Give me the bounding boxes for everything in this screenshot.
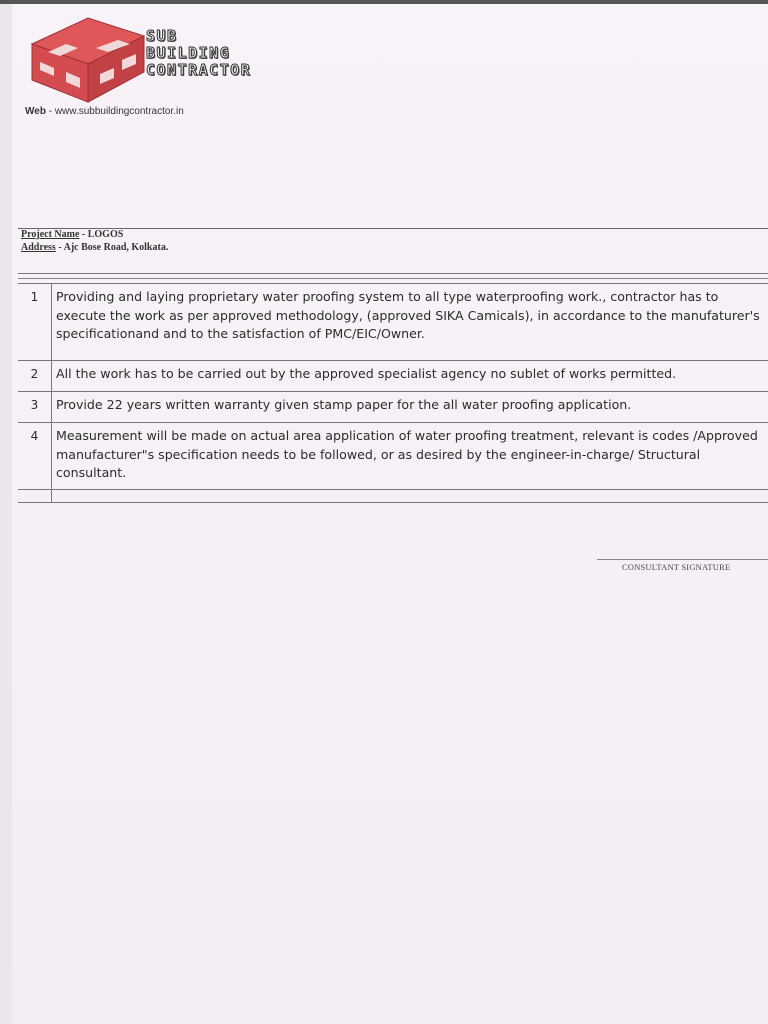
item-number: 1 [18, 284, 52, 361]
scan-edge [0, 0, 12, 1024]
item-number-empty [18, 490, 52, 503]
table-row [18, 423, 768, 490]
table-row [18, 392, 768, 423]
table-row [18, 284, 768, 361]
project-name-label: Project Name [21, 229, 80, 240]
website-line [25, 106, 184, 117]
logo-line: SUB [146, 27, 178, 45]
item-text: All the work has to be carried out by the approved specialist agency no sublet of works permitted. [52, 361, 768, 392]
divider [18, 278, 768, 279]
consultant-signature-label: CONSULTANT SIGNATURE [622, 562, 731, 572]
item-text: Providing and laying proprietary water proofing system to all type waterproofing work., contractor has to execute the work as per approved methodology, (approved SIKA Camicals), in accordance to the manufaturer's specificationand and to the satisfaction of PMC/EIC/Owner. [52, 284, 768, 361]
project-info-box [18, 228, 768, 274]
project-address-line [21, 242, 168, 253]
project-name-value: - LOGOS [79, 229, 124, 240]
item-number: 4 [18, 423, 52, 490]
item-text: Measurement will be made on actual area application of water proofing treatment, relevant is codes /Approved manufacturer"s specification needs to be followed, or as desired by the engineer-in-charge/ Structural consultant. [52, 423, 768, 490]
project-address-label: Address [21, 242, 56, 253]
table-row [18, 361, 768, 392]
item-number: 3 [18, 392, 52, 423]
logo-line: BUILDING [146, 44, 231, 62]
project-name-line [21, 229, 123, 240]
logo-line: CONTRACTOR [146, 61, 252, 79]
item-text: Provide 22 years written warranty given stamp paper for the all water proofing application. [52, 392, 768, 423]
web-label: Web [25, 106, 46, 117]
specification-table [18, 283, 768, 503]
scan-top-edge [0, 0, 768, 4]
project-address-value: - Ajc Bose Road, Kolkata. [55, 242, 169, 253]
signature-line [597, 559, 768, 560]
web-url: - www.subbuildingcontractor.in [45, 106, 184, 117]
item-number: 2 [18, 361, 52, 392]
item-text-empty [52, 490, 768, 503]
table-row-empty [18, 490, 768, 503]
company-logo-wordmark [146, 28, 316, 79]
